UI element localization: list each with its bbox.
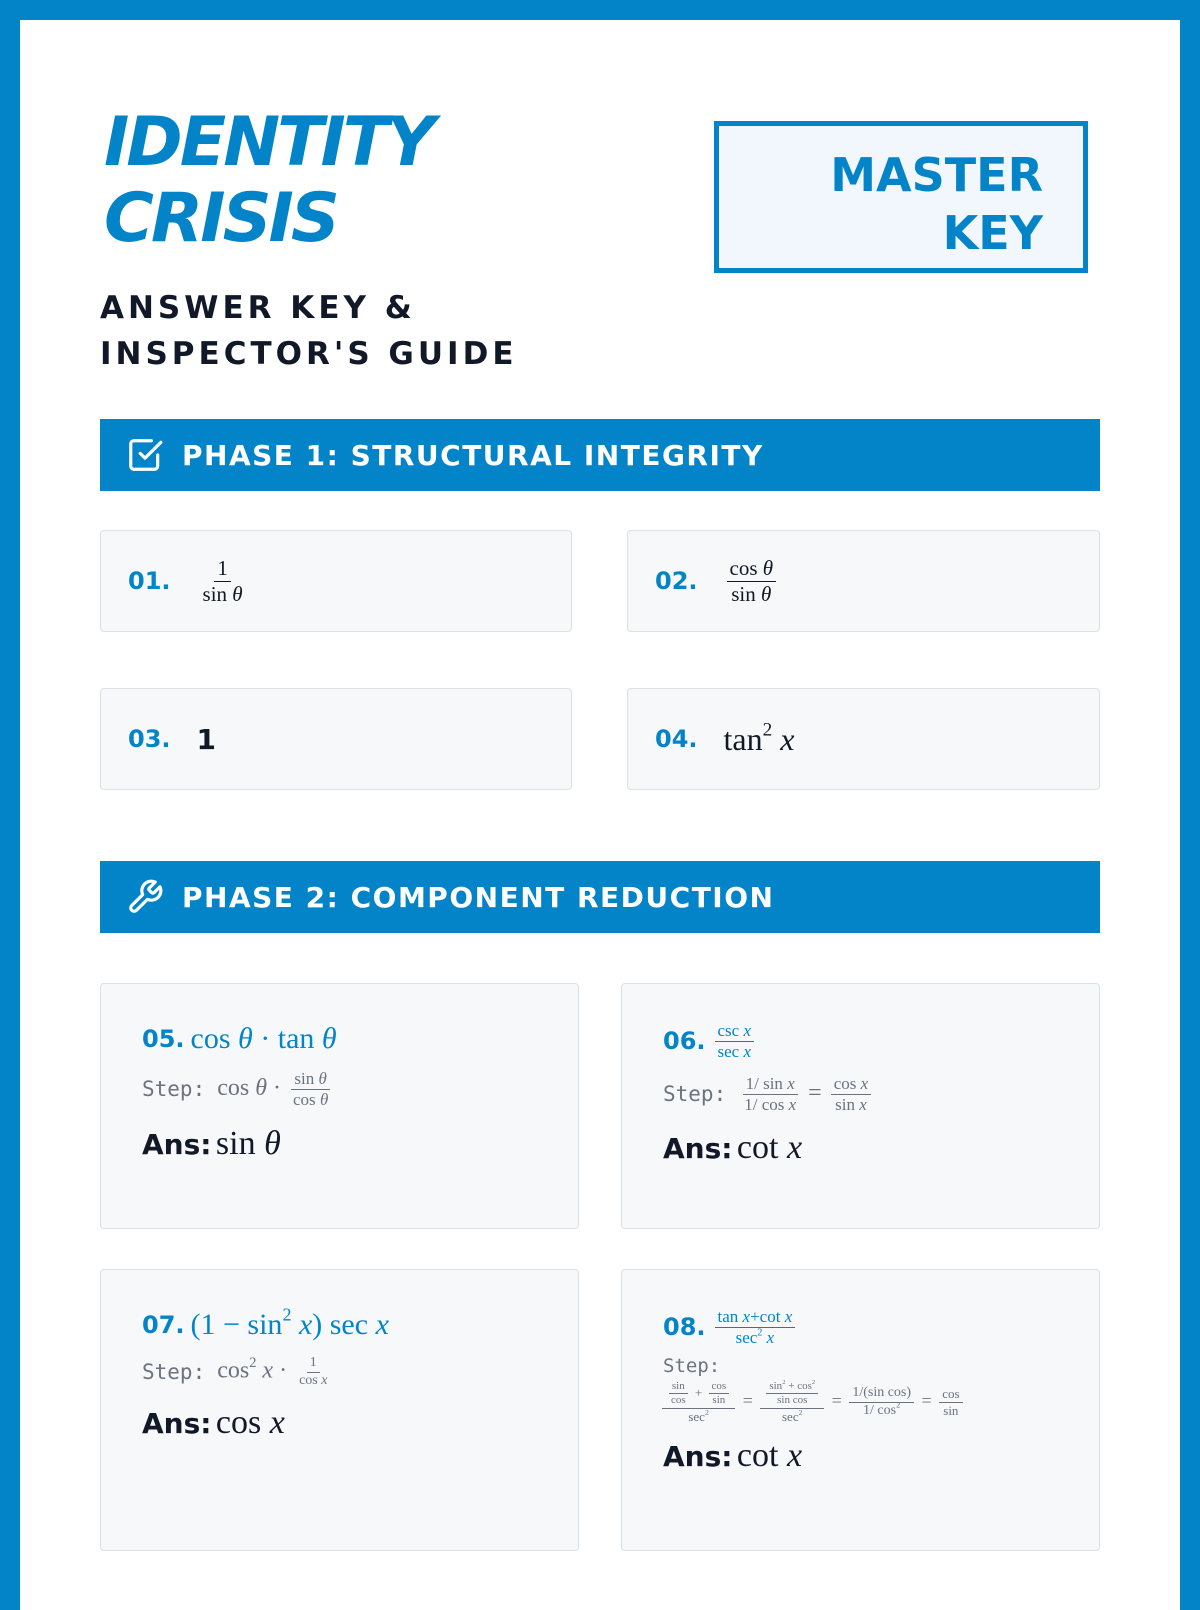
- phase-2-title: PHASE 2: COMPONENT REDUCTION: [182, 880, 775, 914]
- answer-card-04: [627, 688, 1100, 790]
- question-06: 06. $\frac{\text{csc x}}{\text{sec x}}$: [663, 1022, 1059, 1061]
- item-number: 07.: [142, 1311, 185, 1339]
- answer-05: Ans: sin θ: [142, 1124, 281, 1162]
- ans-label: Ans:: [142, 1127, 212, 1161]
- page-title: [104, 105, 432, 257]
- page-subtitle: ANSWER KEY & INSPECTOR'S GUIDE: [100, 290, 518, 372]
- step-07: Step: $\cos^2 x$ · $\frac{1}{\text{cos x}}$: [142, 1354, 328, 1388]
- step-label: Step:: [663, 1082, 727, 1107]
- phase-1-header: [100, 419, 1100, 491]
- master-key-badge: [714, 121, 1088, 273]
- ans-label: Ans:: [142, 1407, 212, 1441]
- phase-1-title: PHASE 1: STRUCTURAL INTEGRITY: [182, 438, 764, 472]
- item-number: 06.: [663, 1027, 706, 1056]
- answer-card-01: [100, 530, 572, 632]
- ans-label: Ans:: [663, 1440, 733, 1474]
- answer-key-page: [20, 20, 1180, 1610]
- wrench-icon: [126, 878, 164, 916]
- answer-02: $\frac{\text{cos θ}}{\text{sin θ}}$: [724, 557, 780, 604]
- question-08: 08. $\frac{\text{tan x+cot x}}{\sec^2 x}$: [663, 1308, 1059, 1347]
- item-number: 04.: [655, 725, 698, 753]
- answer-07: Ans: cos x: [142, 1404, 285, 1442]
- solution-card-07: [100, 1269, 579, 1551]
- answer-08: Ans: cot x: [663, 1437, 803, 1475]
- item-number: 05.: [142, 1025, 185, 1053]
- item-number: 01.: [128, 567, 171, 595]
- badge-line-1: MASTER: [830, 148, 1043, 202]
- item-number: 02.: [655, 567, 698, 595]
- step-label: Step:: [663, 1354, 721, 1377]
- answer-card-03: [100, 688, 572, 790]
- item-number: 08.: [663, 1313, 706, 1342]
- step-08: Step: $\frac{\sin}{\cos}$ + $\frac{\cos}{\sin}$ $\sec^2$ = $\frac{\frac{\sin^2 + \cos^2}{\text{sin cos}}}{\sec^2}$ = $\frac{\text{1/(sin cos)}}{1/ \cos^2}$ = $\frac{\cos}{\sin}$: [663, 1355, 1059, 1424]
- answer-04: $\tan^2 x$: [723, 719, 795, 757]
- step-label: Step:: [142, 1077, 206, 1102]
- step-06: Step: $\frac{\text{1/ sin x}}{\text{1/ cos x}}$ = $\frac{\text{cos x}}{\text{sin x}}$: [663, 1075, 1059, 1114]
- phase-2-header: [100, 861, 1100, 933]
- badge-line-2: KEY: [942, 206, 1043, 260]
- question-05: 05. cos θ · tan θ: [142, 1022, 337, 1055]
- solution-card-06: [621, 983, 1100, 1229]
- answer-06: Ans: cot x: [663, 1129, 803, 1167]
- question-07: 07. $(1 - \sin^2 x)$ sec x: [142, 1304, 389, 1341]
- solution-card-08: [621, 1269, 1100, 1551]
- answer-03: 1: [196, 722, 216, 756]
- answer-01: $\frac{1}{\text{sin θ}}$: [202, 556, 243, 606]
- answer-card-02: [627, 530, 1100, 632]
- step-05: Step: cos θ · $\frac{\text{sin θ}}{\text{cos θ}}$: [142, 1069, 329, 1109]
- check-square-icon: [126, 436, 164, 474]
- title-line-2: CRISIS: [104, 179, 337, 258]
- ans-label: Ans:: [663, 1132, 733, 1166]
- title-line-1: IDENTITY: [104, 103, 433, 182]
- solution-card-05: [100, 983, 579, 1229]
- item-number: 03.: [128, 725, 171, 753]
- step-label: Step:: [142, 1360, 206, 1385]
